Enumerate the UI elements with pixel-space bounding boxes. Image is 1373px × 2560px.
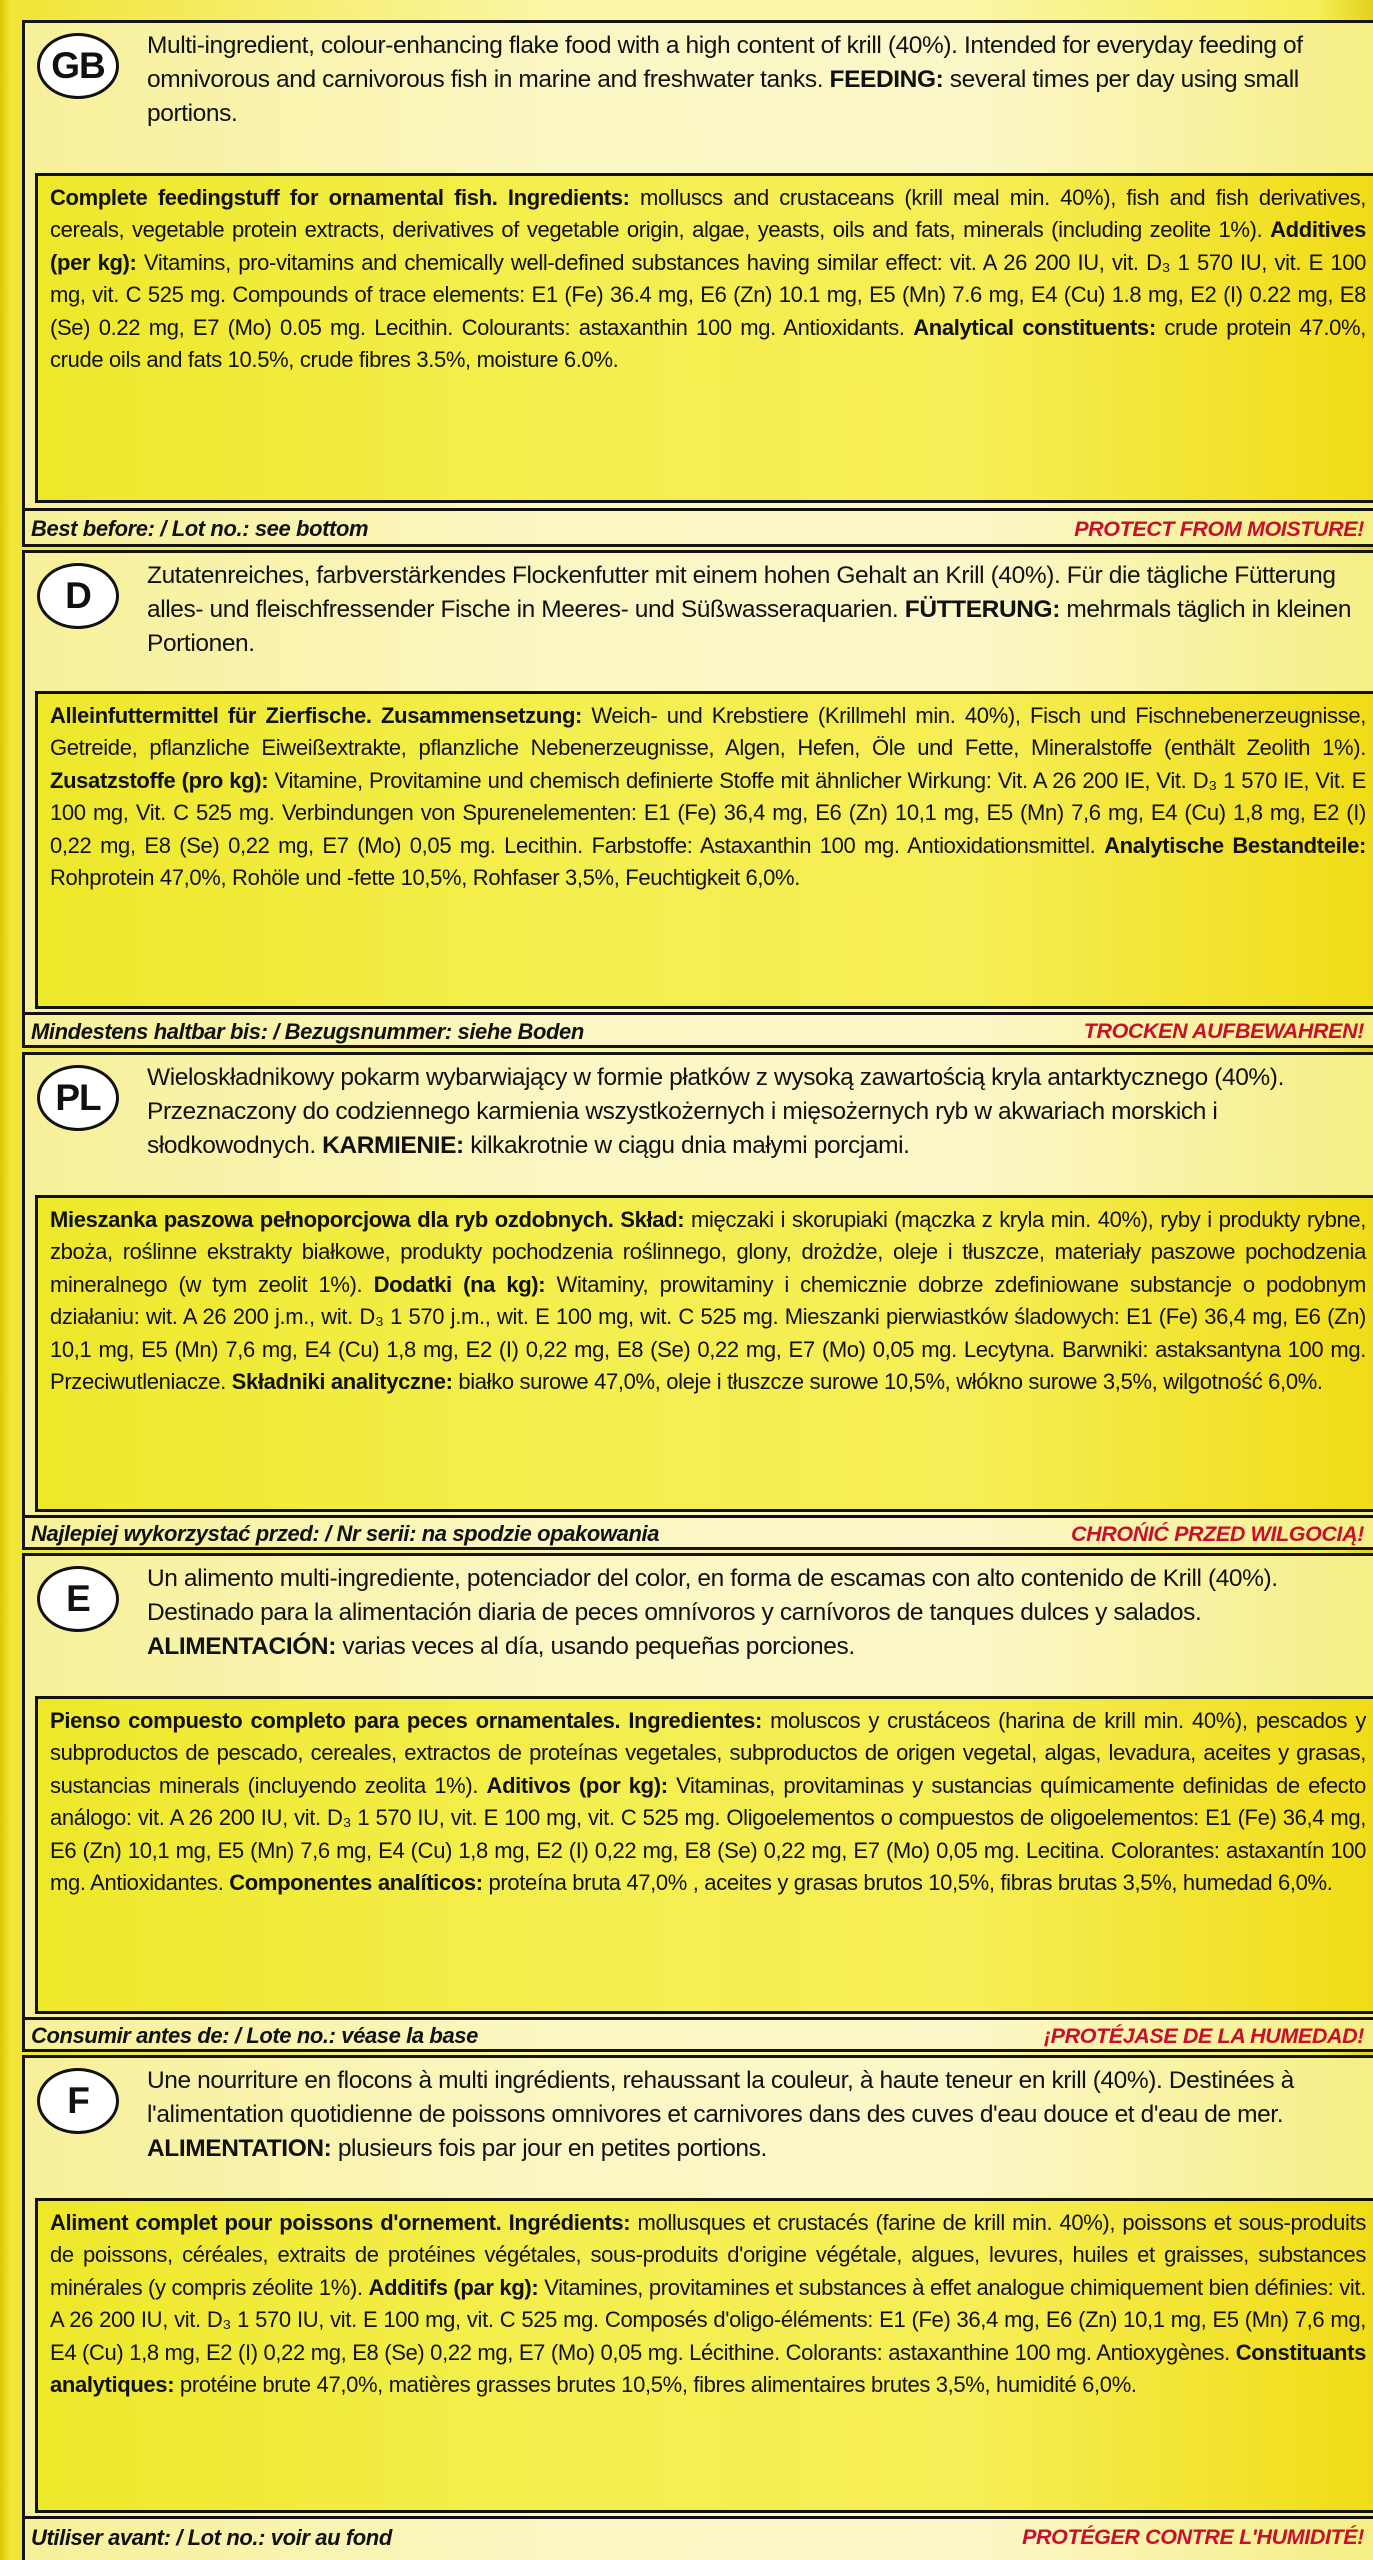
composition-box: Mieszanka paszowa pełnoporcjowa dla ryb ozdobnych. Skład: mięczaki i skorupiaki (mączka z kryla min. 40%), ryby i produkty rybne, zboża, roślinne ekstrakty białkowe, produkty pochodzenia roślinnego, glony, drożdże, oleje i tłuszcze, materiały paszowe pochodzenia mineralnego (w tym zeolit 1%). Dodatki (na kg): Witaminy, prowitaminy i chemicznie dobrze zdefiniowane substancje o podobnym działaniu: wit. A 26 200 j.m., wit. D₃ 1 570 j.m., wit. E 100 mg, wit. C 525 mg. Mieszanki pierwiastków śladowych: E1 (Fe) 36,4 mg, E6 (Zn) 10,1 mg, E5 (Mn) 7,6 mg, E4 (Cu) 1,8 mg, E2 (I) 0,22 mg, E8 (Se) 0,22 mg, E7 (Mo) 0,05 mg. Lecytyna. Barwniki: astaksantyna 100 mg. Przeciwutleniacze. Składniki analityczne: białko surowe 47,0%, oleje i tłuszcze surowe 10,5%, włókno surowe 3,5%, wilgotność 6,0%. (35, 1195, 1373, 1512)
product-description: Multi-ingredient, colour-enhancing flake food with a high content of krill (40%). Intended for everyday feeding of omnivorous and carnivorous fish in marine and freshwater tanks. FEEDING: several times per day using small portions. (147, 32, 1303, 127)
composition-box: Pienso compuesto completo para peces ornamentales. Ingredientes: moluscos y crustáceos (harina de krill min. 40%), pescados y subproductos de pescado, cereales, extractos de proteínas vegetales, subproductos de origen vegetal, algas, levadura, aceites y grasas, sustancias minerals (incluyendo zeolita 1%). Aditivos (por kg): Vitaminas, provitaminas y sustancias químicamente definidas de efecto análogo: vit. A 26 200 IU, vit. D₃ 1 570 IU, vit. E 100 mg, vit. C 525 mg. Oligoelementos o compuestos de oligoelementos: E1 (Fe) 36,4 mg, E6 (Zn) 10,1 mg, E5 (Mn) 7,6 mg, E4 (Cu) 1,8 mg, E2 (I) 0,22 mg, E8 (Se) 0,22 mg, E7 (Mo) 0,05 mg. Lecitina. Colorantes: astaxantín 100 mg. Antioxidantes. Componentes analíticos: proteína bruta 47,0% , aceites y grasas brutos 10,5%, fibras brutas 3,5%, humedad 6,0%. (35, 1696, 1373, 2014)
language-badge: F (37, 2068, 119, 2134)
section-footer (25, 508, 1373, 547)
language-badge: E (37, 1566, 119, 1632)
section-e (22, 1553, 1373, 2052)
section-f (22, 2055, 1373, 2560)
best-before-label: Consumir antes de: / Lote no.: véase la base (31, 2023, 478, 2048)
product-description: Zutatenreiches, farbverstärkendes Flockenfutter mit einem hohen Gehalt an Krill (40%). Für die tägliche Fütterung alles- und fleischfressender Fische in Meeres- und Süßwasseraquarien. FÜTTERUNG: mehrmals täglich in kleinen Portionen. (147, 562, 1352, 657)
product-description: Un alimento multi-ingrediente, potenciador del color, en forma de escamas con alto contenido de Krill (40%). Destinado para la alimentación diaria de peces omnívoros y carnívoros de tanques dulces y salados. ALIMENTACIÓN: varias veces al día, usando pequeñas porciones. (147, 1565, 1278, 1660)
moisture-warning: PROTECT FROM MOISTURE! (1074, 516, 1364, 541)
best-before-label: Mindestens haltbar bis: / Bezugsnummer: siehe Boden (31, 1018, 584, 1044)
language-badge: GB (37, 33, 119, 99)
composition-box: Aliment complet pour poissons d'ornement. Ingrédients: mollusques et crustacés (farine de krill min. 40%), poissons et sous-produits de poissons, céréales, extraits de protéines végétales, sous-produits d'origine végétale, algues, levures, huiles et graisses, substances minérales (y compris zéolite 1%). Additifs (par kg): Vitamines, provitamines et substances à effet analogue chimiquement bien définies: vit. A 26 200 IU, vit. D₃ 1 570 IU, vit. E 100 mg, vit. C 525 mg. Composés d'oligo-éléments: E1 (Fe) 36,4 mg, E6 (Zn) 10,1 mg, E5 (Mn) 7,6 mg, E4 (Cu) 1,8 mg, E2 (I) 0,22 mg, E8 (Se) 0,22 mg, E7 (Mo) 0,05 mg. Lécithine. Colorants: astaxanthine 100 mg. Antioxygènes. Constituants analytiques: protéine brute 47,0%, matières grasses brutes 10,5%, fibres alimentaires brutes 3,5%, humidité 6,0%. (35, 2198, 1373, 2513)
composition-box: Complete feedingstuff for ornamental fish. Ingredients: molluscs and crustaceans (krill meal min. 40%), fish and fish derivatives, cereals, vegetable protein extracts, derivatives of vegetable origin, algae, yeasts, oils and fats, minerals (including zeolite 1%). Additives (per kg): Vitamins, pro-vitamins and chemically well-defined substances having similar effect: vit. A 26 200 IU, vit. D₃ 1 570 IU, vit. E 100 mg, vit. C 525 mg. Compounds of trace elements: E1 (Fe) 36.4 mg, E6 (Zn) 10.1 mg, E5 (Mn) 7.6 mg, E4 (Cu) 1.8 mg, E2 (I) 0.22 mg, E8 (Se) 0.22 mg, E7 (Mo) 0.05 mg. Lecithin. Colourants: astaxanthin 100 mg. Antioxidants. Analytical constituents: crude protein 47.0%, crude oils and fats 10.5%, crude fibres 3.5%, moisture 6.0%. (35, 173, 1373, 503)
best-before-label: Utiliser avant: / Lot no.: voir au fond (31, 2524, 392, 2550)
section-footer (25, 1515, 1373, 1550)
language-badge: PL (37, 1065, 119, 1131)
best-before-label: Best before: / Lot no.: see bottom (31, 516, 369, 541)
language-badge: D (37, 563, 119, 629)
product-description: Une nourriture en flocons à multi ingrédients, rehaussant la couleur, à haute teneur en krill (40%). Destinées à l'alimentation quotidienne de poissons omnivores et carnivores dans des cuves d'eau douce et d'eau de mer. ALIMENTATION: plusieurs fois par jour en petites portions. (147, 2067, 1294, 2162)
moisture-warning: TROCKEN AUFBEWAHREN! (1083, 1019, 1364, 1043)
section-gb (22, 20, 1373, 547)
section-d (22, 550, 1373, 1048)
composition-box: Alleinfuttermittel für Zierfische. Zusammensetzung: Weich- und Krebstiere (Krillmehl min. 40%), Fisch und Fischnebenerzeugnisse, Getreide, pflanzliche Eiweißextrakte, pflanzliche Nebenerzeugnisse, Algen, Hefen, Öle und Fette, Mineralstoffe (enthält Zeolith 1%). Zusatzstoffe (pro kg): Vitamine, Provitamine und chemisch definierte Stoffe mit ähnlicher Wirkung: Vit. A 26 200 IE, Vit. D₃ 1 570 IE, Vit. E 100 mg, Vit. C 525 mg. Verbindungen von Spurenelementen: E1 (Fe) 36,4 mg, E6 (Zn) 10,1 mg, E5 (Mn) 7,6 mg, E4 (Cu) 1,8 mg, E2 (I) 0,22 mg, E8 (Se) 0,22 mg, E7 (Mo) 0,05 mg. Lecithin. Farbstoffe: Astaxanthin 100 mg. Antioxidationsmittel. Analytische Bestandteile: Rohprotein 47,0%, Rohöle und -fette 10,5%, Rohfaser 3,5%, Feuchtigkeit 6,0%. (35, 691, 1373, 1009)
section-footer (25, 2516, 1373, 2556)
moisture-warning: ¡PROTÉJASE DE LA HUMEDAD! (1043, 2023, 1364, 2048)
moisture-warning: CHROŃIĆ PRZED WILGOCIĄ! (1071, 1521, 1364, 1546)
best-before-label: Najlepiej wykorzystać przed: / Nr serii: na spodzie opakowania (31, 1521, 660, 1546)
product-description: Wieloskładnikowy pokarm wybarwiający w formie płatków z wysoką zawartością kryla antarktycznego (40%). Przeznaczony do codziennego karmienia wszystkożernych i mięsożernych ryb w akwariach morskich i słodkowodnych. KARMIENIE: kilkakrotnie w ciągu dnia małymi porcjami. (147, 1064, 1284, 1159)
section-pl (22, 1052, 1373, 1550)
moisture-warning: PROTÉGER CONTRE L'HUMIDITÉ! (1022, 2525, 1364, 2549)
section-footer (25, 2017, 1373, 2052)
section-footer (25, 1012, 1373, 1048)
